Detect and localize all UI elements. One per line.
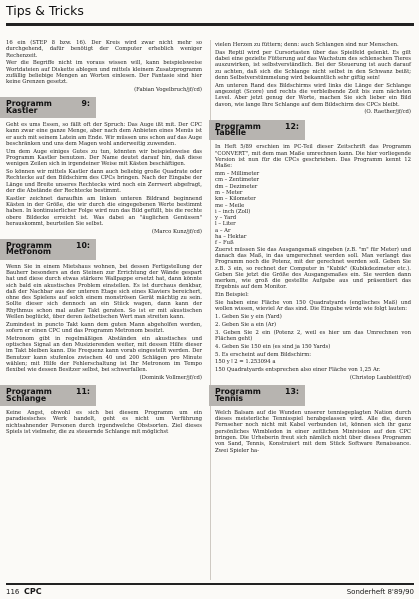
header-rule bbox=[6, 23, 414, 26]
paragraph: Kastler zeichnet daraufhin am linken unteren Bildrand beginnend Kästen in der Größe, die wir durch die eingegebenen Werte bestimmt haben. In kontinuierlicher Folge wird nun das Bild gefüllt, bis die rechte obere Bildecke erreicht ist. Was dabei an "äuglichen Genüssen" herauskommt, beurteilen Sie selbst. bbox=[6, 195, 202, 227]
paragraph: 150 y↑2 = 1.253094 a bbox=[215, 359, 276, 366]
paragraph: In Heft 5/89 erschien im PC-Teil dieser Zeitschrift das Programm "CONVERT", mit dem man Maße umrechnen kann. Die hier vorliegende Version ist nun für die CPCs geschrieben. Das Programm kennt 12 Maße: bbox=[215, 144, 411, 170]
list-item: y – Yard bbox=[215, 215, 237, 222]
paragraph: Zuerst müssen Sie das Ausgangsmaß eingeben (z.B. "m" für Meter) und danach das Maß, in das umgerechnet werden soll. Man verlangt das Programm noch die Potenz, mit der gerechnet werden soll. Geben Sie z.B. 3 ein, so rechnet der Computer in "Kubik" (Kubikdezimeter etc.). Geben Sie jetzt die Größe des Ausgangsmaßes ein. Sie werden dann merken, wie groß die gestellte Aufgabe aus und präsentiert das Ergebnis auf dem Monitor. bbox=[215, 246, 411, 291]
paragraph: 4. Geben Sie 150 ein (es sind ja 150 Yards) bbox=[215, 343, 331, 350]
paragraph: Ein Beispiel: bbox=[215, 292, 249, 299]
section-heading-tabelle: Programm 12: Tabelle bbox=[209, 120, 305, 141]
paragraph: 1. Geben Sie y ein (Yard) bbox=[215, 314, 282, 321]
list-item: me – Meile bbox=[215, 202, 245, 209]
list-item: f – Fuß bbox=[215, 240, 234, 247]
paragraph: Wer die Begriffe nicht im voraus wissen will, kann beispielsweise Wortdateien auf Diskette ablegen und mittels kleinem Zusatzprogramm zufällig beliebige Mengen an Worten einlesen. Der Fantasie sind hier keine Grenzen gesetzt. bbox=[6, 60, 202, 86]
section-heading-kastler: Programm 9: Kastler bbox=[0, 97, 96, 118]
list-item: i – inch (Zoll) bbox=[215, 208, 251, 215]
list-item: m – Meter bbox=[215, 189, 243, 196]
author-signature: (Fabian Vogelbruch/jf/cd) bbox=[134, 87, 202, 94]
list-item: mm – Millimeter bbox=[215, 171, 260, 178]
paragraph: Sie haben eine Fläche von 150 Quadratyards (englisches Maß) und wollen wissen, wieviel Ar das sind. Die Eingabe würde wie folgt lauten: bbox=[215, 299, 411, 313]
paragraph: So können wir mittels Kastler dann auch beliebig große Quadrate oder Rechtecke auf den Bildschirm des CPCs bringen. Nach der Eingabe der Länge und Breite unseres Rechtecks wird noch ein Zerrwert abgefragt, der die Abstände der Rechtecke bestimmt. bbox=[6, 169, 202, 194]
section-heading-tennis: Programm 13: Tennis bbox=[209, 385, 305, 406]
right-column bbox=[215, 42, 411, 455]
paragraph: 5. Es erscheint auf dem Bildschirm: bbox=[215, 351, 312, 358]
list-item: a – Ar bbox=[215, 227, 231, 234]
paragraph: Wenn Sie in einem Mietshaus wohnen, bei dessen Fertigstellung der Bauherr besonders an den Steinen zur Errichtung der Wände gespart hat und diese durch etwas stärkere Wallpappe ersetzt hat, dann könnte sich bald ein akustisches Problem einstellen. Es ist durchaus denkbar, daß der Nachbar aus der unteren Etage sich eines Klaviers bereichert, ohne des Spielens auf solch einem monströsen Gerät mächtig zu sein. Sollte dieser sich dennoch an ein Stück wagen, dann kann der Rhythmus schon mal außer Takt geraten. So ist er mit akustischen Wellen beglückt, über deren ästhetischen Wert man streiten kann. bbox=[6, 263, 202, 320]
page-number: 116 bbox=[6, 588, 20, 596]
paragraph: 150 Quadratyards entsprechen also einer Fläche von 1,25 Ar. bbox=[215, 367, 381, 374]
footer-rule bbox=[6, 583, 414, 585]
list-item: ha – Hektar bbox=[215, 234, 247, 241]
left-column bbox=[6, 40, 202, 437]
paragraph: Zumindest in puncto Takt kann dem guten Mann abgeholfen werden, sofern er einen CPC und das Programm Metronom besitzt. bbox=[6, 321, 202, 335]
paragraph: 2. Geben Sie a ein (Ar) bbox=[215, 321, 277, 328]
list-item: km – Kilometer bbox=[215, 196, 256, 203]
page-header bbox=[6, 3, 414, 23]
paragraph: Das Reptil wird per Cursortasten über das Spielfeld gelenkt. Es gilt dabei eine gezielte Fütterung auf das Wachstum des schlenschen Tieres auszuwirken, ist selbstverständlich. Bei der Steuerung ist auch darauf zu achten, daß sich die Schlange nicht selbst in den Schwanz beißt; denn Selbstverstümmelung wird bekanntlich sehr giftig sein! bbox=[215, 49, 411, 81]
section-heading-metronom: Programm 10: Metronom bbox=[0, 239, 96, 260]
paragraph: 16 ein (STEP 8 bzw. 16). Der Kreis wird zwar nicht mehr so durchgehend, dafür benötigt der Computer erheblich weniger Rechenzeit. bbox=[6, 40, 202, 59]
author-signature: (Dominik Vollmer/jf/cd) bbox=[139, 375, 202, 382]
page-footer bbox=[6, 583, 414, 597]
section-heading-schlange: Programm 11: Schlange bbox=[0, 385, 96, 406]
paragraph: 3. Geben Sie 2 ein (Potenz 2, weil es hier um das Umrechnen von Flächen geht) bbox=[215, 329, 411, 342]
paragraph: Am unteren Rand des Bildschirms wird links die Länge der Schlange angezeigt (Score) und rechts die verbleibende Zeit bis zum nächsten Level. Aber jetzt genug der Worte, machen Sie sich lieber ein Bild davon, wie lange Ihre Schlange auf dem Bildschirm des CPCs bleibt. bbox=[215, 82, 411, 108]
list-item: l – Liter bbox=[215, 221, 236, 228]
author-signature: (O. Raether/jf/cd) bbox=[364, 109, 411, 116]
page-title: Tips & Tricks bbox=[6, 3, 84, 18]
issue-label: Sonderheft 8'89/90 bbox=[346, 588, 414, 596]
paragraph: vielen Herzen zu füttern; denn: auch Schlangen sind nur Menschen. bbox=[215, 42, 399, 48]
brand-logo: CPC bbox=[24, 587, 42, 596]
author-signature: (Marco Kunz/jf/cd) bbox=[151, 228, 202, 235]
unit-list bbox=[215, 171, 411, 247]
author-signature: (Christop Laubleitf/cd) bbox=[349, 374, 411, 381]
paragraph: Metronom gibt in regelmäßigen Abständen ein akustisches und optisches Signal an den Musizierenden weiter, mit dessen Hilfe dieser im Takt bleiben kann. Die Frequenz kann vorab eingestellt werden. Der Benutzer kann stufenlos zwischen 40 und 200 Schlägen pro Minute wählen; mit Hilfe der Fehlerschaltung ist Ihr Metronom im Tempo flexibel wie dessen Besitzer selbst, bei schwerfallen. bbox=[6, 335, 202, 374]
list-item: dm – Dezimeter bbox=[215, 183, 258, 190]
paragraph: Welch Balsam auf die Wunden unserer tennisgeplagten Nation durch dieses meisterliche Tennisspiel herabgelassen wird. Alle die, deren Fernseher noch nicht mit Kabel verbunden ist, können sich ihr ganz persönliches Wimbledon in einer zeitlichen Minivision auf den CPC bringen. Die Urheberin freut sich nämlich nicht über dieses Programm von Sand, Tennis, Konstruiert mit dem Stück Software Renaissance. Zwei Spieler ha- bbox=[215, 409, 411, 454]
paragraph: Um dem Auge einiges Gutes zu tun, könnten wir beispielsweise das Programm Kastler benutzen. Der Name deutet darauf hin, daß diese wenigen Zeilen sich in irgendeiner Weise mit Kästen beschäftigen. bbox=[6, 148, 202, 168]
list-item: cm – Zentimeter bbox=[215, 177, 260, 184]
paragraph: Geht es ums Essen, so fällt oft der Spruch: Das Auge ißt mit. Der CPC kann zwar eine ganze Menge, aber nach dem Anbieten eines Menüs ist er auch mit seinem Latein am Ende. Wir müssen uns schon auf das Auge beschränken und uns dem Magen wohl anderweitig zuwenden. bbox=[6, 121, 202, 147]
paragraph: Keine Angst, obwohl es sich bei diesem Programm um ein paradiesisches Werk handelt, geht es nicht um Verführung nichtsahnender Personen durch irgendwelche Obstsorten. Ziel dieses Spiels ist vielmehr, die zu steuernde Schlange mit möglichst bbox=[6, 410, 202, 435]
